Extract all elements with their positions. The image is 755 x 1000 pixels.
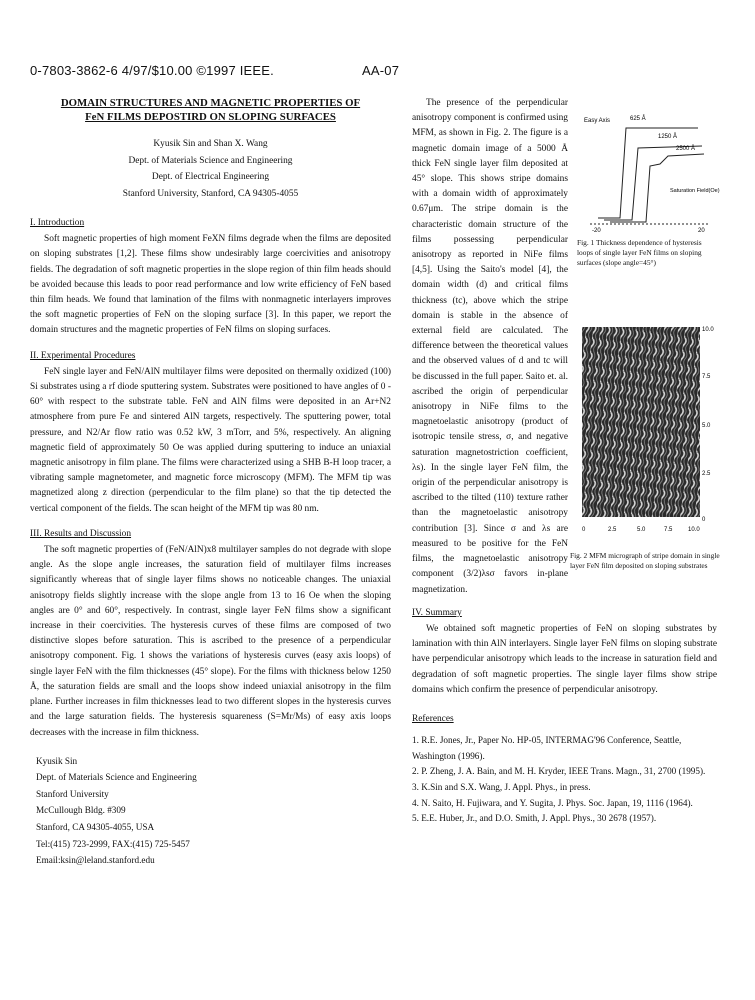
header-paper-id: AA-07 bbox=[362, 63, 400, 78]
section-heading-results: III. Results and Discussion bbox=[30, 528, 132, 539]
fig2-xtick: 5.0 bbox=[637, 527, 646, 533]
intro-paragraph: Soft magnetic properties of high moment FeXN films degrade when the films are deposited on sloping substrates [1,2]. These films show undesirably large coercivities and anisotropy fields. The degradation of soft magnetic properties in the slope region of thin film heads should be avoided because this leads to poor read performance and low write efficiency of FeN based thin film heads. We found that lamination of the films with nonmagnetic interlayers improves the soft magnetic properties of FeN on the sloping surface [3]. In this paper, we report the domain structures and the magnetic properties of FeN films on sloping surfaces. bbox=[30, 234, 391, 336]
author-block bbox=[30, 136, 391, 202]
affiliation-2: Dept. of Electrical Engineering bbox=[151, 172, 270, 182]
reference-list bbox=[412, 733, 717, 827]
contact-block bbox=[30, 753, 391, 869]
summary-paragraph: We obtained soft magnetic properties of FeN on sloping substrates by lamination with thin AlN interlayers. Single layer FeN films on sloping substrate have perpendicular anisotropy which leads to the increase in saturation field and degradation of soft magnetic properties. The single layer films show stripe domains which confirm the presence of perpendicular anisotropy. bbox=[412, 623, 717, 695]
section-heading-references: References bbox=[412, 713, 454, 724]
contact-line: Email:ksin@leland.stanford.edu bbox=[36, 855, 155, 866]
contact-line: Kyusik Sin bbox=[36, 755, 78, 766]
fig2-ytick: 5.0 bbox=[702, 423, 711, 429]
authors: Kyusik Sin and Shan X. Wang bbox=[153, 139, 268, 149]
results-paragraph: The soft magnetic properties of (FeN/AlN)x8 multilayer samples do not degrade with slope angle. As the slope angle increases, the saturation field of multilayer films increases significantly whereas that of single layer films shows no noticeable changes. The uniaxial anisotropy fields slightly increase with the slope angle from 13 to 16 Oe when the sloping angles are 0° and 60°, respectively. In contrast, single layer FeN films show a significant increase in their coercivities. The hysteresis curves of these films are composed of two distinctive slopes before saturation. This is ascribed to the presence of a perpendicular anisotropy component. Fig. 1 shows the variations of hysteresis curves (easy axis loops) of single layer FeN with the film thicknesses (45° slope). For the films with thickness below 1250 Å, the saturation fields are small and the loops show indeed uniaxial anisotropy in the film plane. Further increases in film thicknesses lead to two different slopes in the hysteresis curves and the large saturation fields. The hysteresis squareness (S=Mr/Ms) of easy axis loops decreases with the increase in film thickness. bbox=[30, 545, 391, 738]
header-isbn: 0-7803-3862-6 4/97/$10.00 ©1997 IEEE. bbox=[30, 63, 274, 78]
fig1-label-saturation: Saturation Field(Oe) bbox=[670, 188, 720, 194]
section-heading-experimental: II. Experimental Procedures bbox=[30, 350, 136, 361]
contact-line: McCullough Bldg. #309 bbox=[36, 805, 126, 816]
title-line-1: DOMAIN STRUCTURES AND MAGNETIC PROPERTIES OF bbox=[60, 97, 361, 109]
loop-curve bbox=[598, 128, 698, 218]
fig2-xtick: 10.0 bbox=[688, 527, 700, 533]
section-heading-intro: I. Introduction bbox=[30, 218, 85, 228]
fig1-label-easy-axis: Easy Axis bbox=[584, 118, 611, 124]
title-line-2: FeN FILMS DEPOSTIRD ON SLOPING SURFACES bbox=[85, 111, 336, 123]
contact-line: Stanford, CA 94305-4055, USA bbox=[36, 822, 155, 833]
left-column bbox=[30, 96, 391, 869]
reference-item: 1. R.E. Jones, Jr., Paper No. HP-05, INTERMAG'96 Conference, Seattle, Washington (1996). bbox=[412, 735, 682, 761]
fig1-tick-pos: 20 bbox=[698, 228, 705, 234]
fig2-ytick: 2.5 bbox=[702, 471, 711, 477]
fig2-xtick: 0 bbox=[582, 527, 586, 533]
loop-curve bbox=[604, 146, 702, 220]
section-heading-summary: IV. Summary bbox=[412, 607, 462, 618]
experimental-paragraph: FeN single layer and FeN/AlN multilayer films were deposited on thermally oxidized (100) Si substrates using a rf diode sputtering system. Substrates were positioned to have angles of 0 - 60° with respect to the substrate table. FeN and AlN films were deposited in an Ar+N2 atmosphere from pure Fe and sintered AlN targets, respectively. The sputtering power, total pressure, and N2/Ar flow ratio was 0.52 kW, 3 mTorr, and 5%, respectively. An aligning magnetic field of approximately 50 Oe was applied during sputtering to induce an uniaxial magnetic anisotropy in film plane. The films were characterized using a SHB B-H loop tracer, a vibrating sample magnetometer, and magnetic force microscopy (MFM). The MFM tip was magnetized along z direction (perpendicular to the film plane) so that the tip detected the vertical component of the fields. The scan height of the MFM tip was 80 nm. bbox=[30, 366, 391, 514]
right-paragraph-1: The presence of the perpendicular anisotropy component is confirmed using MFM, as shown in Fig. 2. The figure is a magnetic domain image of a 5000 Å thick FeN single layer film deposited at 45° slope. This shows stripe domains with a domain width of approximately 0.67μm. The stripe domain is the characteristic domain structure of the films possessing perpendicular anisotropy as reported in NiFe films [4,5]. Using the Saito's model [4], the domain width (d) and critical films thickness (tc), above which the stripe domain is stable in the absence of external field are calculated. The difference between the theoretical values and the observed values of d and tc will be discussed in the full paper. Saito et. al. ascribed the origin of perpendicular anisotropy in NiFe films to the magnetoelastic anisotropy (product of isotropic tensile stress, σ, and negative saturation magnetostriction coefficient, λs). In the single layer FeN film, the origin of the perpendicular anisotropy is ascribed to the tilted (110) texture rather than the magnetoelastic anisotropy contribution [3]. Since σ and λs are measured to be positive for the FeN films, the magnetoelastic anisotropy component (3/2)λsσ favors in-plane magnetization. bbox=[412, 98, 568, 595]
fig1-label-625: 625 Å bbox=[630, 116, 646, 122]
reference-item: 4. N. Saito, H. Fujiwara, and Y. Sugita, J. Phys. Soc. Japan, 19, 1116 (1964). bbox=[412, 797, 693, 808]
fig2-xtick: 2.5 bbox=[608, 527, 617, 533]
contact-line: Stanford University bbox=[36, 788, 109, 799]
fig1-label-2500: 2500 Å bbox=[676, 146, 696, 152]
fig1-tick-neg: -20 bbox=[592, 228, 601, 234]
affiliation-3: Stanford University, Stanford, CA 94305-4055 bbox=[122, 188, 299, 199]
contact-line: Dept. of Materials Science and Engineering bbox=[36, 772, 197, 783]
fig2-xtick: 7.5 bbox=[664, 527, 673, 533]
figure-1-caption: Fig. 1 Thickness dependence of hysteresis loops of single layer FeN films on sloping surfaces (slope angle=45°) bbox=[577, 238, 702, 267]
figure-2-caption: Fig. 2 MFM micrograph of stripe domain in single layer FeN film deposited on sloping substrates bbox=[570, 551, 720, 570]
reference-item: 5. E.E. Huber, Jr., and D.O. Smith, J. Appl. Phys., 30 2678 (1957). bbox=[412, 813, 657, 824]
reference-item: 3. K.Sin and S.X. Wang, J. Appl. Phys., in press. bbox=[412, 781, 591, 792]
affiliation-1: Dept. of Materials Science and Engineering bbox=[128, 155, 293, 166]
contact-line: Tel:(415) 723-2999, FAX:(415) 725-5457 bbox=[36, 838, 190, 849]
fig2-ytick: 7.5 bbox=[702, 374, 711, 380]
fig2-ytick: 0 bbox=[702, 517, 706, 523]
paper-title bbox=[30, 96, 391, 124]
fig2-ytick: 10.0 bbox=[702, 327, 714, 333]
figure-2-mfm-micrograph bbox=[580, 323, 712, 535]
figure-1-hysteresis bbox=[580, 108, 720, 236]
mfm-image bbox=[582, 327, 700, 517]
reference-item: 2. P. Zheng, J. A. Bain, and M. H. Kryder, IEEE Trans. Magn., 31, 2700 (1995). bbox=[412, 766, 706, 777]
fig1-label-1250: 1250 Å bbox=[658, 134, 678, 140]
